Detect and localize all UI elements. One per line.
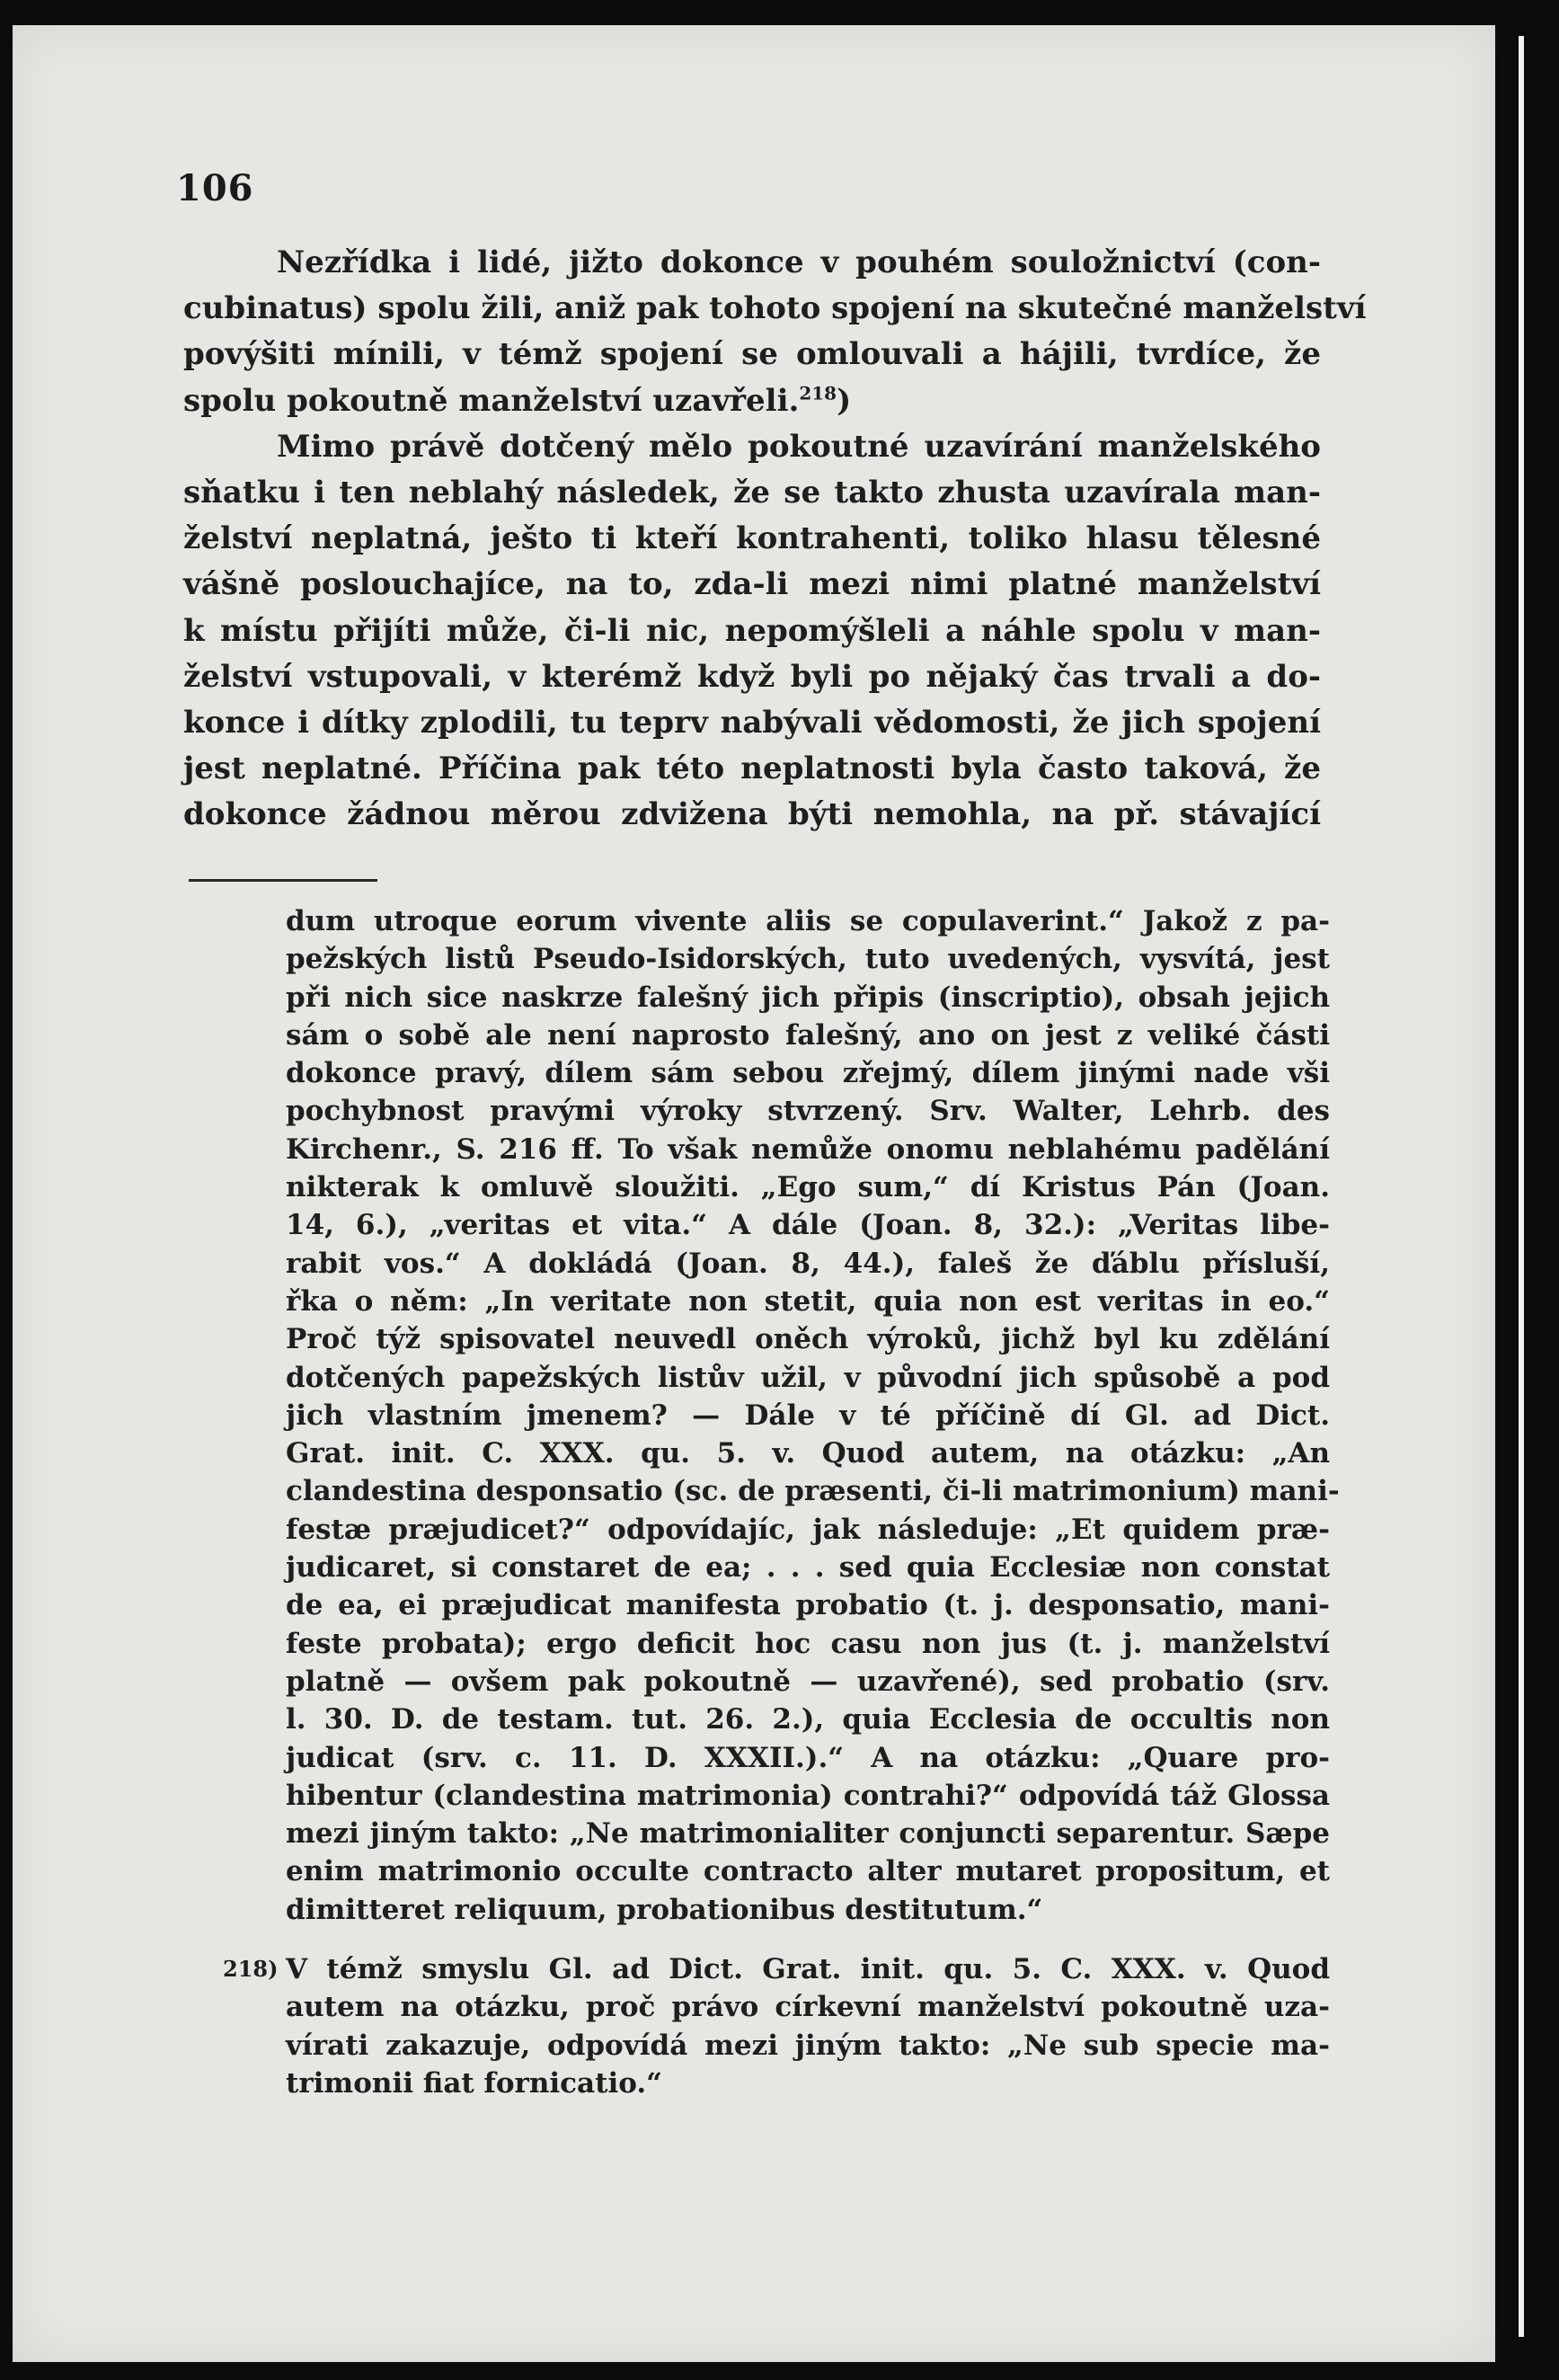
footnote-marker: 218) bbox=[223, 1956, 279, 1982]
note-line: řka o něm: „In veritate non stetit, quia non est veritas in eo.“ bbox=[286, 1284, 1330, 1318]
note-line: trimonii fiat fornicatio.“ bbox=[286, 2066, 662, 2100]
note-line: festæ præjudicet?“ odpovídajíc, jak následuje: „Et quidem præ- bbox=[286, 1513, 1330, 1546]
note-line: autem na otázku, proč právo církevní manželství pokoutně uza- bbox=[286, 1991, 1330, 2024]
text-line: konce i dítky zplodili, tu teprv nabývali vědomosti, že jich spojení bbox=[183, 705, 1321, 742]
footnote-reference: 218 bbox=[799, 382, 837, 404]
text-line: dokonce žádnou měrou zdvižena býti nemohla, na př. stávající bbox=[183, 796, 1321, 833]
note-line: feste probata); ergo deficit hoc casu non jus (t. j. manželství bbox=[286, 1627, 1330, 1660]
note-line: l. 30. D. de testam. tut. 26. 2.), quia Ecclesia de occultis non bbox=[286, 1703, 1330, 1736]
note-line: dotčených papežských listův užil, v původní jich spůsobě a pod bbox=[286, 1361, 1330, 1394]
note-line: Proč týž spisovatel neuvedl oněch výroků, jichž byl ku zdělání bbox=[286, 1323, 1330, 1356]
note-line: platně — ovšem pak pokoutně — uzavřené), sed probatio (srv. bbox=[286, 1665, 1330, 1698]
note-line: judicaret, si constaret de ea; . . . sed quia Ecclesiæ non constat bbox=[286, 1551, 1330, 1585]
page-edge-line bbox=[1519, 36, 1524, 2337]
page-edge-shadow bbox=[1508, 0, 1559, 2380]
text-line: spolu pokoutně manželství uzavřeli.$^{218}$) bbox=[183, 382, 852, 419]
text-line: k místu přijíti může, či-li nic, nepomýšleli a náhle spolu v man- bbox=[183, 612, 1321, 649]
text-line: sňatku i ten neblahý následek, že se takto zhusta uzavírala man- bbox=[183, 475, 1321, 511]
note-line: de ea, ei præjudicat manifesta probatio (t. j. desponsatio, mani- bbox=[286, 1589, 1330, 1622]
text-line: želství neplatná, ješto ti kteří kontrahenti, toliko hlasu tělesné bbox=[183, 520, 1321, 557]
note-line: sám o sobě ale není naprosto falešný, ano on jest z veliké části bbox=[286, 1018, 1330, 1052]
page-number: 106 bbox=[176, 167, 254, 209]
text-line: cubinatus) spolu žili, aniž pak tohoto spojení na skutečné manželství bbox=[183, 290, 1367, 327]
note-line: enim matrimonio occulte contracto alter mutaret propositum, et bbox=[286, 1855, 1330, 1888]
text-line: povýšiti mínili, v témž spojení se omlouvali a hájili, tvrdíce, že bbox=[183, 336, 1321, 373]
note-line: pochybnost pravými výroky stvrzený. Srv. Walter, Lehrb. des bbox=[286, 1095, 1330, 1128]
note-line: V témž smyslu Gl. ad Dict. Grat. init. qu. 5. C. XXX. v. Quod bbox=[286, 1953, 1330, 1985]
text-line: jest neplatné. Příčina pak této neplatnosti byla často taková, že bbox=[183, 750, 1321, 787]
text-line: Nezřídka i lidé, jižto dokonce v pouhém souložnictví (con- bbox=[277, 244, 1321, 280]
note-line: 14, 6.), „veritas et vita.“ A dále (Joan. 8, 32.): „Veritas libe- bbox=[286, 1209, 1330, 1242]
footnote-218 bbox=[223, 1950, 1330, 2102]
note-line: vírati zakazuje, odpovídá mezi jiným takto: „Ne sub specie ma- bbox=[286, 2029, 1330, 2062]
note-line: Grat. init. C. XXX. qu. 5. v. Quod autem, na otázku: „An bbox=[286, 1437, 1330, 1470]
note-line: nikterak k omluvě sloužiti. „Ego sum,“ dí Kristus Pán (Joan. bbox=[286, 1171, 1330, 1204]
note-line: jich vlastním jmenem? — Dále v té příčině dí Gl. ad Dict. bbox=[286, 1399, 1330, 1432]
text-line: vášně poslouchajíce, na to, zda-li mezi nimi platné manželství bbox=[183, 566, 1321, 603]
main-text bbox=[183, 240, 1367, 839]
note-line: při nich sice naskrze falešný jich připis (inscriptio), obsah jejich bbox=[286, 981, 1330, 1014]
text-line-content: spolu pokoutně manželství uzavřeli. bbox=[183, 382, 800, 419]
note-line: dokonce pravý, dílem sám sebou zřejmý, dílem jinými nade vši bbox=[286, 1057, 1330, 1090]
note-line: rabit vos.“ A dokládá (Joan. 8, 44.), faleš že ďáblu přísluší, bbox=[286, 1247, 1330, 1280]
note-line: dimitteret reliquum, probationibus destitutum.“ bbox=[286, 1893, 1043, 1926]
text-line: Mimo právě dotčený mělo pokoutné uzavírání manželského bbox=[277, 428, 1321, 465]
note-line: Kirchenr., S. 216 ff. To však nemůže onomu neblahému padělání bbox=[286, 1132, 1330, 1166]
paragraph-1 bbox=[183, 240, 1367, 424]
note-line: dum utroque eorum vivente aliis se copulaverint.“ Jakož z pa- bbox=[286, 905, 1330, 937]
continued-footnote bbox=[286, 902, 1340, 1929]
footnote-separator bbox=[189, 879, 377, 882]
note-line: judicat (srv. c. 11. D. XXXII.).“ A na otázku: „Quare pro- bbox=[286, 1741, 1330, 1774]
note-line: mezi jiným takto: „Ne matrimonialiter conjuncti separentur. Sæpe bbox=[286, 1817, 1330, 1851]
text-line: želství vstupovali, v kterémž když byli po nějaký čas trvali a do- bbox=[183, 658, 1321, 695]
note-line: hibentur (clandestina matrimonia) contrahi?“ odpovídá táž Glossa bbox=[286, 1779, 1330, 1812]
footnote-body bbox=[286, 1950, 1330, 2102]
note-line: pežských listů Pseudo-Isidorských, tuto uvedených, vysvítá, jest bbox=[286, 943, 1330, 976]
note-line: clandestina desponsatio (sc. de præsenti, či-li matrimonium) mani- bbox=[286, 1475, 1340, 1508]
paragraph-2 bbox=[183, 424, 1321, 839]
